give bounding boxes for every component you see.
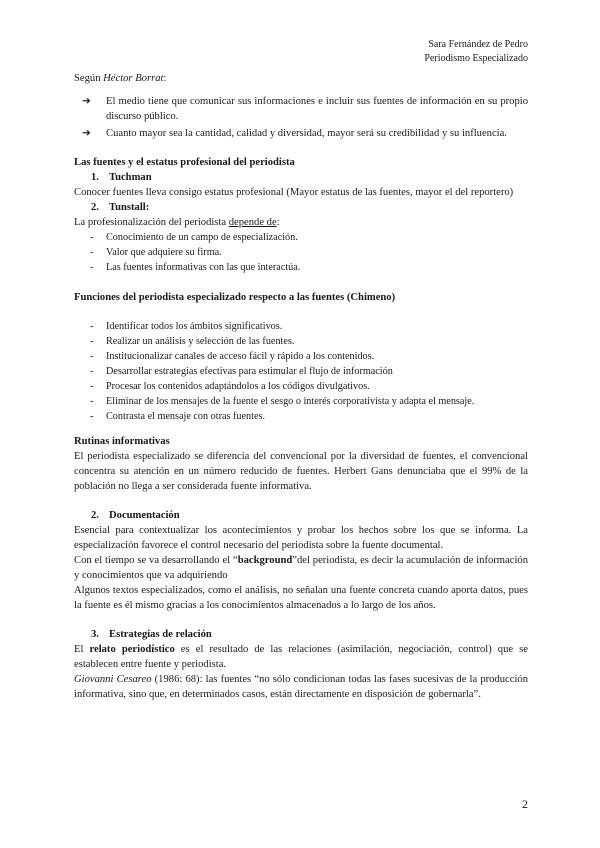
header-subject: Periodismo Especializado — [424, 53, 528, 64]
paragraph-estrategias-2: Giovanni Cesareo (1986: 68): las fuentes “no sólo condicionan todas las fases sucesivas de la producción informativa, sino que, en determinados casos, están directamente en disposición de gobernarla”. — [74, 674, 528, 700]
list-item: - Desarrollar estrategias efectivas para estimular el flujo de información — [90, 366, 393, 377]
page-number: 2 — [522, 797, 528, 811]
section-heading-funciones: Funciones del periodista especializado respecto a las fuentes (Chimeno) — [74, 292, 396, 303]
list-item: - Institucionalizar canales de acceso fácil y rápido a los contenidos. — [90, 351, 375, 362]
section-heading-fuentes: Las fuentes y el estatus profesional del periodista — [74, 157, 295, 168]
intro-line: Según Héctor Borrat: — [74, 73, 167, 84]
subheading-tuchman: 1. Tuchman — [91, 172, 152, 183]
paragraph-documentacion-2: Con el tiempo se va desarrollando el “background”del periodista, es decir la acumulación de información y conocimientos que va adquiriendo — [74, 555, 528, 581]
paragraph-tunstall: La profesionalización del periodista depende de: — [74, 217, 280, 228]
list-item: - Identificar todos los ámbitos significativos. — [90, 321, 283, 332]
tunstall-list — [74, 230, 528, 275]
page-header — [424, 38, 528, 66]
section-heading-rutinas: Rutinas informativas — [74, 436, 170, 447]
subheading-estrategias: 3. Estrategias de relación — [91, 629, 212, 640]
subheading-tunstall: 2. Tunstall: — [91, 202, 150, 213]
paragraph-documentacion-3: Algunos textos especializados, como el análisis, no señalan una fuente concreta cuando aporta datos, pues la fuente es él mismo gracias a los conocimientos almacenados a lo largo de los años. — [74, 585, 528, 611]
list-item: - Realizar un análisis y selección de las fuentes. — [90, 336, 295, 347]
paragraph-estrategias-1: El relato periodístico es el resultado de las relaciones (asimilación, negociación, control) que se establecen entre fuente y periodista. — [74, 644, 528, 670]
arrow-right-icon: ➔ — [82, 96, 91, 107]
paragraph-tuchman: Conocer fuentes lleva consigo estatus profesional (Mayor estatus de las fuentes, mayor el del reportero) — [74, 187, 514, 198]
list-item: - Contrasta el mensaje con otras fuentes. — [90, 411, 265, 422]
arrow-item: ➔ Cuanto mayor sea la cantidad, calidad y diversidad, mayor será su credibilidad y su influencia. — [82, 128, 507, 139]
list-item: - Valor que adquiere su firma. — [90, 247, 222, 258]
funciones-list — [74, 319, 528, 424]
header-author: Sara Fernández de Pedro — [428, 39, 528, 50]
arrow-item: ➔ El medio tiene que comunicar sus informaciones e incluir sus fuentes de información en su propio discurso público. — [82, 96, 528, 122]
list-item: - Las fuentes informativas con las que interactúa. — [90, 262, 301, 273]
intro-author: Héctor Borrat — [103, 73, 164, 84]
list-item: - Procesar los contenidos adaptándolos a los códigos divulgativos. — [90, 381, 370, 392]
list-item: - Conocimiento de un campo de especialización. — [90, 232, 298, 243]
document-body — [74, 71, 528, 702]
arrow-list — [74, 94, 528, 141]
paragraph-rutinas: El periodista especializado se diferencia del convencional por la diversidad de fuentes, el convencional concentra su atención en un número reducido de fuentes. Herbert Gans denunciaba que el 99% de la población no llega a ser considerada fuente informativa. — [74, 451, 528, 492]
subheading-documentacion: 2. Documentación — [91, 510, 180, 521]
list-item: - Eliminar de los mensajes de la fuente el sesgo o interés corporativista y adapta el mensaje. — [90, 396, 475, 407]
arrow-right-icon: ➔ — [82, 128, 91, 139]
paragraph-documentacion-1: Esencial para contextualizar los acontecimientos y probar los hechos sobre los que se informa. La especialización favorece el control necesario del periodista sobre la fuente documental. — [74, 525, 528, 551]
